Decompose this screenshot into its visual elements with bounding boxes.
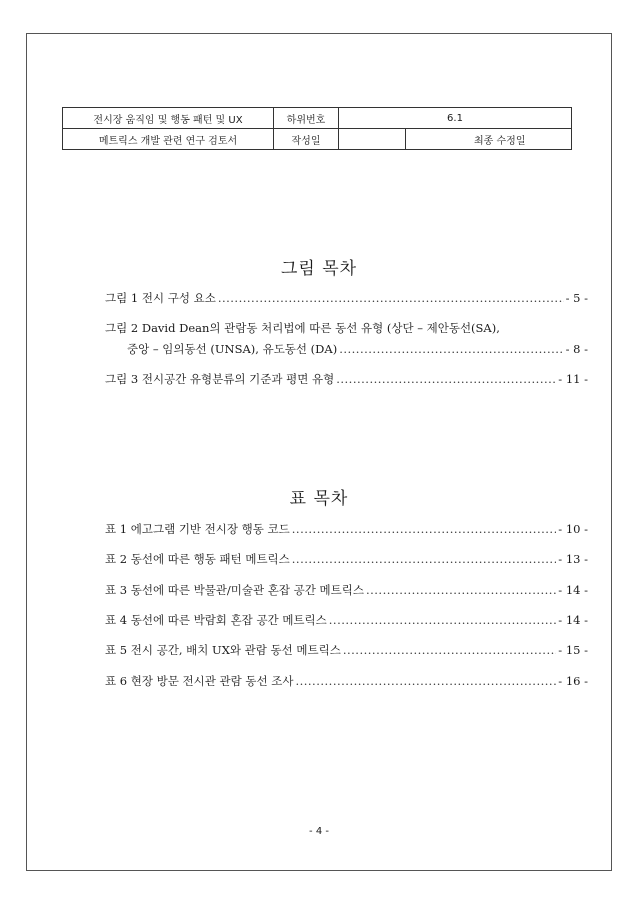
dot-leader xyxy=(292,521,557,537)
figure-toc-entry-1[interactable] xyxy=(105,290,588,306)
doc-title-line2: 메트릭스 개발 관련 연구 검토서 xyxy=(63,129,274,150)
dot-leader xyxy=(329,612,557,628)
doc-title-line1: 전시장 움직임 및 행동 패턴 및 UX xyxy=(63,108,274,129)
last-modified-cell xyxy=(406,129,572,150)
table-toc-entry-2[interactable] xyxy=(105,551,588,567)
toc-entry-page: - 14 - xyxy=(558,613,588,627)
table-toc-entry-1[interactable] xyxy=(105,521,588,537)
document-header-table xyxy=(62,107,572,150)
sub-number-label: 하위번호 xyxy=(274,108,339,129)
toc-entry-text: 표 3 동선에 따른 박물관/미술관 혼잡 공간 메트릭스 xyxy=(105,583,364,597)
table-toc-entry-4[interactable] xyxy=(105,612,588,628)
toc-entry-text: 표 4 동선에 따른 박람회 혼잡 공간 메트릭스 xyxy=(105,613,327,627)
last-modified-label: 최종 수정일 xyxy=(474,135,526,147)
dot-leader xyxy=(292,551,557,567)
toc-entry-text: 표 2 동선에 따른 행동 패턴 메트릭스 xyxy=(105,552,290,566)
table-toc-entry-3[interactable] xyxy=(105,582,588,598)
dot-leader xyxy=(336,371,556,387)
written-date-label: 작성일 xyxy=(274,129,339,150)
figure-toc-entry-2[interactable] xyxy=(105,320,588,336)
toc-entry-text: 표 5 전시 공간, 배치 UX와 관람 동선 메트릭스 xyxy=(105,643,341,657)
page-border xyxy=(26,33,612,871)
table-toc-title: 표 목차 xyxy=(289,489,349,509)
sub-number-value: 6.1 xyxy=(339,108,572,129)
dot-leader xyxy=(218,290,564,306)
toc-entry-text: 표 1 에고그램 기반 전시장 행동 코드 xyxy=(105,522,290,536)
toc-entry-page: - 14 - xyxy=(558,583,588,597)
dot-leader xyxy=(295,673,556,689)
toc-entry-text: 그림 2 David Dean의 관람동 처리법에 따른 동선 유형 (상단 – 제안동선(SA), xyxy=(105,321,500,335)
toc-entry-page: - 10 - xyxy=(558,522,588,536)
figure-toc-entry-3[interactable] xyxy=(105,371,588,387)
toc-entry-text: 그림 3 전시공간 유형분류의 기준과 평면 유형 xyxy=(105,372,335,386)
dot-leader xyxy=(366,582,556,598)
table-toc-entry-6[interactable] xyxy=(105,673,588,689)
toc-entry-page: - 11 - xyxy=(558,372,588,386)
page-number: - 4 - xyxy=(309,826,329,837)
table-toc-entry-5[interactable] xyxy=(105,642,588,658)
toc-entry-continuation-text: 중앙 – 임의동선 (UNSA), 유도동선 (DA) xyxy=(127,342,338,356)
toc-entry-page: - 15 - xyxy=(558,643,588,657)
figure-toc-entry-2-continuation[interactable] xyxy=(127,341,588,357)
dot-leader xyxy=(343,642,556,658)
figure-toc-title: 그림 목차 xyxy=(280,259,358,279)
toc-entry-page: - 5 - xyxy=(565,291,588,305)
dot-leader xyxy=(339,342,563,356)
toc-entry-text: 그림 1 전시 구성 요소 xyxy=(105,291,216,305)
written-date-value xyxy=(339,129,406,150)
toc-entry-page: - 13 - xyxy=(558,552,588,566)
toc-entry-page: - 16 - xyxy=(558,674,588,688)
toc-entry-text: 표 6 현장 방문 전시관 관람 동선 조사 xyxy=(105,674,294,688)
toc-entry-page: - 8 - xyxy=(565,342,588,356)
